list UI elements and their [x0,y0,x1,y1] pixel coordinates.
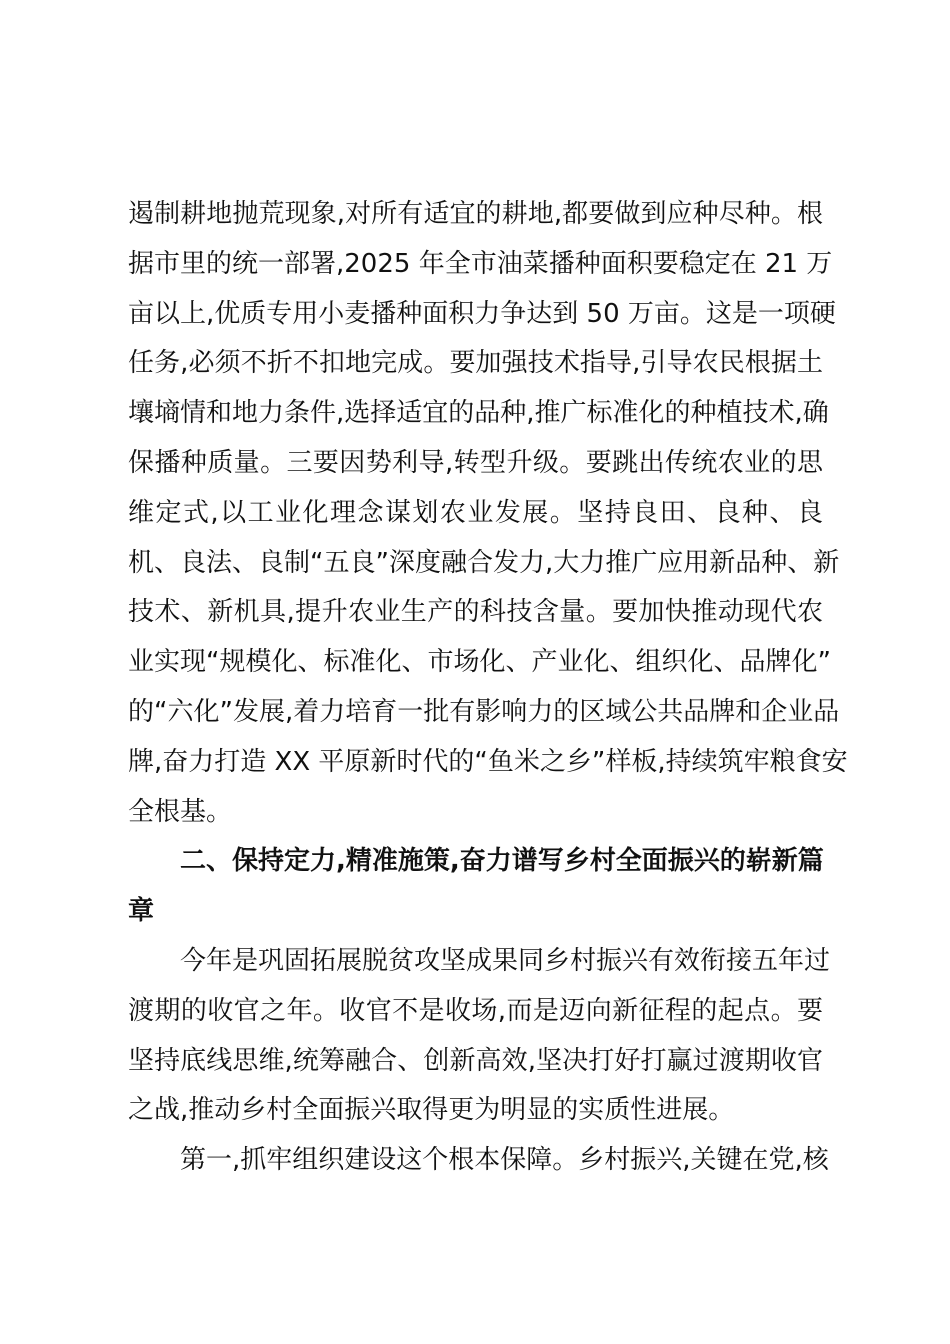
body-text-line: 全根基。 [128,796,233,827]
document-page [128,190,848,1186]
body-text-line: 的“六化”发展,着力培育一批有影响力的区域公共品牌和企业品 [128,696,840,727]
body-text-line: 第一,抓牢组织建设这个根本保障。乡村振兴,关键在党,核 [180,1145,829,1176]
body-text-line: 之战,推动乡村全面振兴取得更为明显的实质性进展。 [128,1095,735,1126]
body-text-line: 今年是巩固拓展脱贫攻坚成果同乡村振兴有效衔接五年过 [180,945,831,976]
body-text-line: 牌,奋力打造 XX 平原新时代的“鱼米之乡”样板,持续筑牢粮食安 [128,746,848,777]
body-text-line: 壤墒情和地力条件,选择适宜的品种,推广标准化的种植技术,确 [128,398,829,429]
section-heading: 章 [128,896,155,927]
body-text-line: 遏制耕地抛荒现象,对所有适宜的耕地,都要做到应种尽种。根 [128,199,823,229]
body-text-line: 亩以上,优质专用小麦播种面积力争达到 50 万亩。这是一项硬 [128,298,836,329]
body-text-line: 渡期的收官之年。收官不是收场,而是迈向新征程的起点。要 [128,995,823,1026]
body-text-line: 任务,必须不折不扣地完成。要加强技术指导,引导农民根据土 [128,348,823,379]
body-text-line: 保播种质量。三要因势利导,转型升级。要跳出传统农业的思 [128,447,823,478]
body-text-line: 技术、新机具,提升农业生产的科技含量。要加快推动现代农 [128,597,823,628]
body-text-line: 维定式,以工业化理念谋划农业发展。坚持良田、良种、良 [128,497,823,528]
body-text-line: 机、良法、良制“五良”深度融合发力,大力推广应用新品种、新 [128,547,840,578]
body-text-line: 坚持底线思维,统筹融合、创新高效,坚决打好打赢过渡期收官 [128,1045,823,1076]
body-text-line: 据市里的统一部署,2025 年全市油菜播种面积要稳定在 21 万 [128,248,833,279]
section-heading: 二、保持定力,精准施策,奋力谱写乡村全面振兴的崭新篇 [180,846,824,877]
body-text-line: 业实现“规模化、标准化、市场化、产业化、组织化、品牌化” [128,647,831,678]
